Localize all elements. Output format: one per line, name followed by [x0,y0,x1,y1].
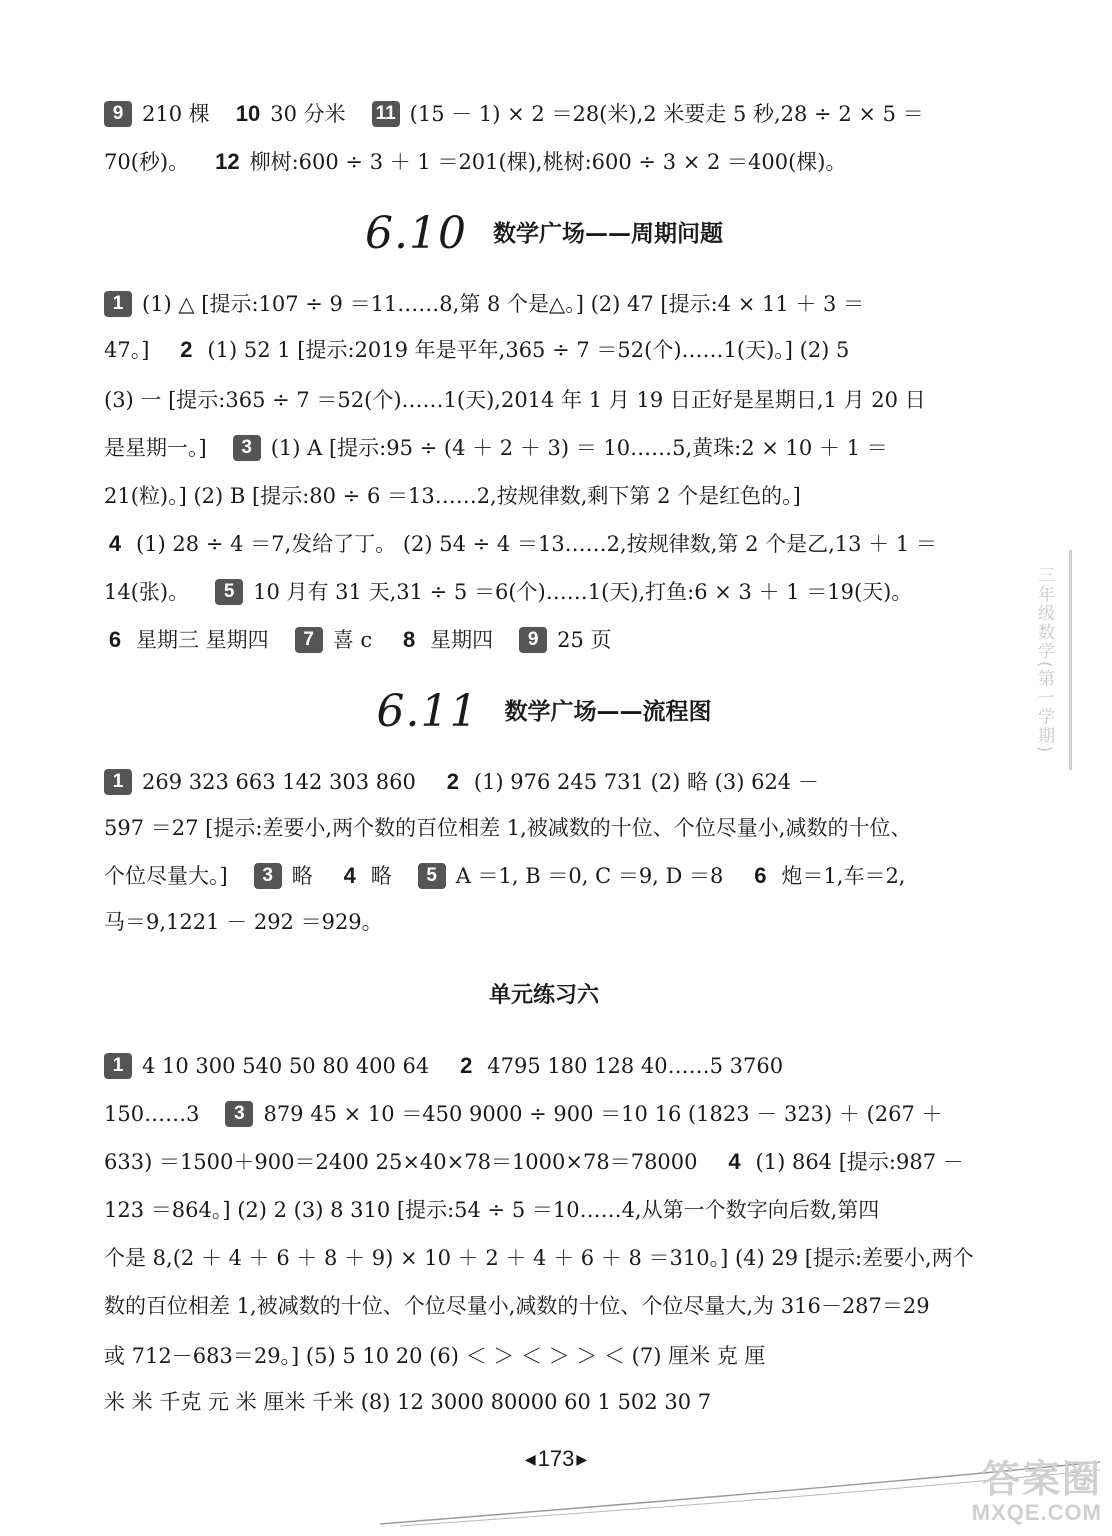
answer-line [104,92,984,132]
section-heading [104,682,984,742]
answer-line [104,1044,984,1084]
question-number: 5 [215,579,243,605]
answer-line [104,378,984,418]
answer-text: 星期四 [430,627,494,652]
answer-text: (1) 976 245 731 (2) 略 (3) 624 － [473,769,819,794]
answer-text: (3) 一 [提示:365 ÷ 7 ＝52(个)……1(天),2014 年 1 月 19 日正好是星期日,1 月 20 日 [104,387,926,412]
side-label: 三年级数学(第一学期) [1034,565,1054,755]
section-heading [104,204,984,264]
answer-text: 633) ＝1500＋900＝2400 25×40×78＝1000×78＝78000 [104,1149,698,1174]
answer-text: 597 ＝27 [提示:差要小,两个数的百位相差 1,被减数的十位、个位尽量小,减数的十位、 [104,815,912,840]
answer-text: 炮＝1,车＝2, [781,863,906,888]
question-number: 7 [295,627,323,653]
answer-text: 70(秒)。 [104,149,190,174]
answer-text: 喜 c [332,627,373,652]
answer-text: 269 323 663 142 303 860 [142,769,416,794]
answer-line [104,1334,984,1374]
answer-text: 123 ＝864。] (2) 2 (3) 8 310 [提示:54 ÷ 5 ＝10……4,从第一个数字向后数,第四 [104,1197,880,1222]
section-title: 数学广场——周期问题 [492,221,723,247]
question-number: 2 [180,336,193,362]
page-number: 173 [537,1446,575,1472]
answer-text: 25 页 [557,627,612,652]
question-number: 6 [754,862,767,888]
answer-line [104,618,984,658]
question-number: 5 [418,863,446,889]
answer-text: 21(粒)。] (2) B [提示:80 ÷ 6 ＝13……2,按规律数,剩下第 2 个是红色的。] [104,483,801,508]
question-number: 1 [104,291,132,317]
watermark [930,1460,1102,1530]
question-number: 3 [254,863,282,889]
answer-text: (1) 28 ÷ 4 ＝7,发给了丁。 (2) 54 ÷ 4 ＝13……2,按规律数,第 2 个是乙,13 ＋ 1 ＝ [136,531,937,556]
unit-title: 单元练习六 [488,983,599,1008]
answer-text: 14(张)。 [104,579,190,604]
answer-line [104,1284,984,1324]
question-number: 11 [372,101,400,127]
answer-text: 米 米 千克 元 米 厘米 千米 (8) 12 3000 80000 60 1 502 30 7 [104,1389,712,1414]
answer-text: 个位尽量大。] [104,863,228,888]
section-title: 数学广场——流程图 [504,699,712,725]
answer-text: 47。] [104,337,150,362]
question-number: 2 [446,768,459,794]
answer-text: (1) △ [提示:107 ÷ 9 ＝11……8,第 8 个是△。] (2) 47 [提示:4 × 11 ＋ 3 ＝ [142,291,865,316]
watermark-url: MXQE.COM [971,1500,1102,1525]
answer-text: 10 月有 31 天,31 ÷ 5 ＝6(个)……1(天),打鱼:6 × 3 ＋ 1 ＝19(天)。 [253,579,913,604]
answer-line [104,328,984,368]
answer-line [104,570,984,610]
answer-line [104,760,984,800]
answer-line [104,1380,984,1420]
answer-line [104,1092,984,1132]
question-number: 6 [108,626,122,652]
question-number: 12 [215,148,240,174]
question-number: 4 [343,862,356,888]
answer-text: 略 [291,863,313,888]
answer-text: (1) A [提示:95 ÷ (4 ＋ 2 ＋ 3) ＝ 10……5,黄珠:2 × 10 ＋ 1 ＝ [270,435,888,460]
answer-line [104,900,984,940]
question-number: 1 [104,769,132,795]
answer-text: 210 棵 [142,101,210,126]
answer-text: 数的百位相差 1,被减数的十位、个位尽量小,减数的十位、个位尽量大,为 316－287＝29 [104,1293,930,1318]
answer-text: 马＝9,1221 － 292 ＝929。 [104,909,383,934]
answer-text: 4795 180 128 40……5 3760 [487,1053,784,1078]
answer-text: (15 － 1) × 2 ＝28(米),2 米要走 5 秒,28 ÷ 2 × 5 ＝ [409,101,924,126]
answer-text: 略 [370,863,392,888]
section-number: 6.11 [376,686,479,737]
answer-text: 4 10 300 540 50 80 400 64 [142,1053,430,1078]
question-number: 8 [403,626,416,652]
answer-line [104,854,984,894]
answer-line [104,522,984,562]
left-triangle-icon: ◀ [524,1451,536,1468]
answer-line [104,806,984,846]
question-number: 3 [225,1101,253,1127]
answer-text: 879 45 × 10 ＝450 9000 ÷ 900 ＝10 16 (1823 － 323) ＋ (267 ＋ [263,1101,943,1126]
question-number: 9 [519,627,547,653]
answer-line [104,426,984,466]
answer-line [104,140,984,180]
answer-text: 30 分米 [270,101,346,126]
answer-text: 是星期一。] [104,435,207,460]
answer-line [104,1236,984,1276]
answer-line [104,1140,984,1180]
question-number: 1 [104,1053,132,1079]
question-number: 4 [108,530,122,556]
watermark-title: 答案圈 [981,1459,1102,1501]
answer-text: 150……3 [104,1101,200,1126]
section-number: 6.10 [365,208,467,259]
side-tab [1020,550,1072,770]
answer-text: 星期三 星期四 [136,627,269,652]
answer-text: A ＝1, B ＝0, C ＝9, D ＝8 [455,863,724,888]
answer-text: 或 712－683＝29。] (5) 5 10 20 (6) ＜ ＞ ＜ ＞ ＞ ＜ (7) 厘米 克 厘 [104,1343,766,1368]
right-triangle-icon: ▶ [576,1451,588,1468]
answer-text: 个是 8,(2 ＋ 4 ＋ 6 ＋ 8 ＋ 9) × 10 ＋ 2 ＋ 4 ＋ 6 ＋ 8 ＝310。] (4) 29 [提示:差要小,两个 [104,1245,974,1270]
answer-line [104,1188,984,1228]
answer-line [104,474,984,514]
answer-text: (1) 52 1 [提示:2019 年是平年,365 ÷ 7 ＝52(个)……1(天)。] (2) 5 [207,337,850,362]
question-number: 4 [728,1148,741,1174]
question-number: 10 [235,100,261,126]
answer-text: 柳树:600 ÷ 3 ＋ 1 ＝201(棵),桃树:600 ÷ 3 × 2 ＝400(棵)。 [249,149,847,174]
answer-text: (1) 864 [提示:987 － [755,1149,964,1174]
question-number: 3 [233,435,261,461]
question-number: 2 [460,1052,473,1078]
question-number: 9 [104,101,132,127]
answer-line [104,282,984,322]
